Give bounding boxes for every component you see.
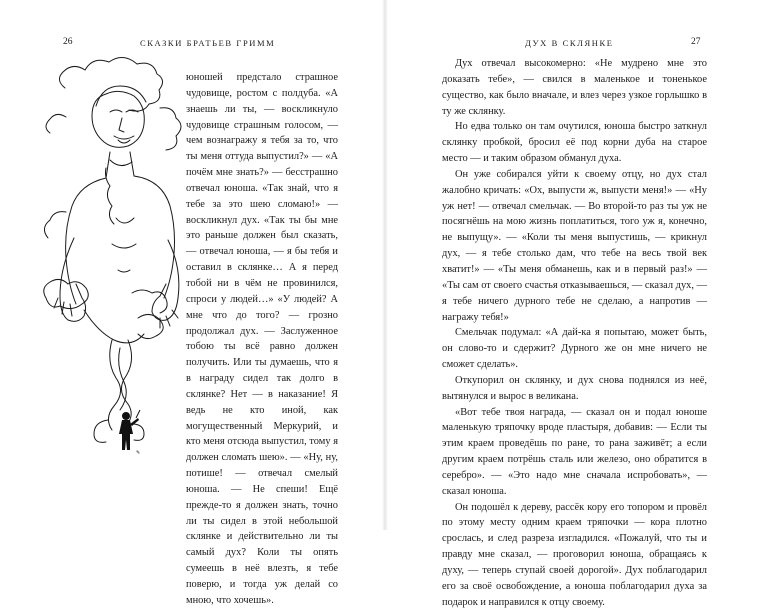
genie-illustration [40, 48, 190, 468]
paragraph: Но едва только он там очутился, юноша быстро заткнул склянку пробкой, бросил её под корни дуба на старое место — и таким образом обманул духа. [442, 121, 707, 165]
right-page [385, 0, 770, 608]
left-text-column [186, 70, 338, 609]
paragraph: Откупорил он склянку, и дух снова поднялся из неё, вытянулся и вырос в великана. [442, 374, 707, 402]
paragraph: Он уже собирался уйти к своему отцу, но дух стал жалобно кричать: «Ох, выпусти ж, выпусти меня!» — «Ну уж нет! — отвечал смельчак. — Во второй-то раз ты уж не посягнёшь на мою жизнь поплатиться, того уж я, конечно, не выпущу». — «Коли ты меня выпустишь, — крикнул дух, — я тебе столько дам, что тебе на весь твой век хватит!» — «Ты меня обманешь, как и в первый раз!» — «Ты сам от своего счастья отказываешься, — сказал дух, — я тебе ничего дурного тебе не сделаю, а напротив — награжу тебя!» [442, 168, 707, 323]
right-text-column [442, 56, 707, 611]
svg-text:✎: ✎ [136, 451, 141, 456]
paragraph: Он подошёл к дереву, рассёк кору его топором и провёл по этому месту одним краем тряпочки — кора плотно срослась, и след разреза изгладился. «Пожалуй, что ты и правду мне сказал, — проговорил юноша, обращаясь к духу, — теперь ступай своей дорогой». Дух поблагодарил его за своё освобождение, а юноша поблагодарил духа за подарок и направился к отцу своему. [442, 501, 707, 608]
paragraph: Смельчак подумал: «А дай-ка я попытаю, может быть, он слово-то и сдержит? Дурного же он мне ничего не сможет сделать». [442, 327, 707, 371]
left-running-head: СКАЗКИ БРАТЬЕВ ГРИММ [140, 38, 276, 48]
right-page-number: 27 [691, 37, 701, 47]
right-running-head: ДУХ В СКЛЯНКЕ [525, 38, 614, 48]
left-page [0, 0, 385, 606]
left-page-number: 26 [63, 37, 73, 47]
paragraph: юношей предстало страшное чудовище, ростом с полдуба. «А знаешь ли ты, — воскликнуло чудовище страшным голосом, — чем вознагражу я тебя за то, что ты меня оттуда выпустил?» — «А почём мне знать?» — бесстрашно отвечал юноша. «Так знай, что я тебе за это шею сломаю!» — воскликнул дух. «Так ты бы мне это раньше должен был сказать, — отвечал юноша, — я бы тебя и оставил в склянке… А я перед тобой ни в чём не провинился, спроси у людей…» «У людей? А мне что до того? — грозно продолжал дух. — Заслуженное тобою ты всё равно должен получить. Или ты думаешь, что я в награду сидел так долго в склянке? Нет — в наказание! Я ведь не кто иной, как могущественный Меркурий, и кто меня отсюда выпустил, тому я должен сломать шею». — «Ну, ну, потише! — отвечал смелый юноша. — Не спеши! Ещё прежде-то я должен знать, точно ли ты сидел в этой небольшой склянке и действительно ли ты самый дух? Коли ты опять сумеешь в неё влезть, я тебе поверю, и тогда уж делай со мною, что хочешь». [186, 72, 338, 606]
paragraph: Дух отвечал высокомерно: «Не мудрено мне это доказать тебе», — свился в маленькое и тоненькое существо, как было вначале, и влез через узкое горлышко в ту же склянку. [442, 58, 707, 117]
paragraph: «Вот тебе твоя награда, — сказал он и подал юноше маленькую тряпочку вроде пластыря, добавив: — Если ты этим краем проведёшь по ране, то рана заживёт; а если другим краем потрёшь сталь или железо, оно обратится в серебро». — «Это надо мне сначала испробовать», — сказал юноша. [442, 406, 707, 497]
